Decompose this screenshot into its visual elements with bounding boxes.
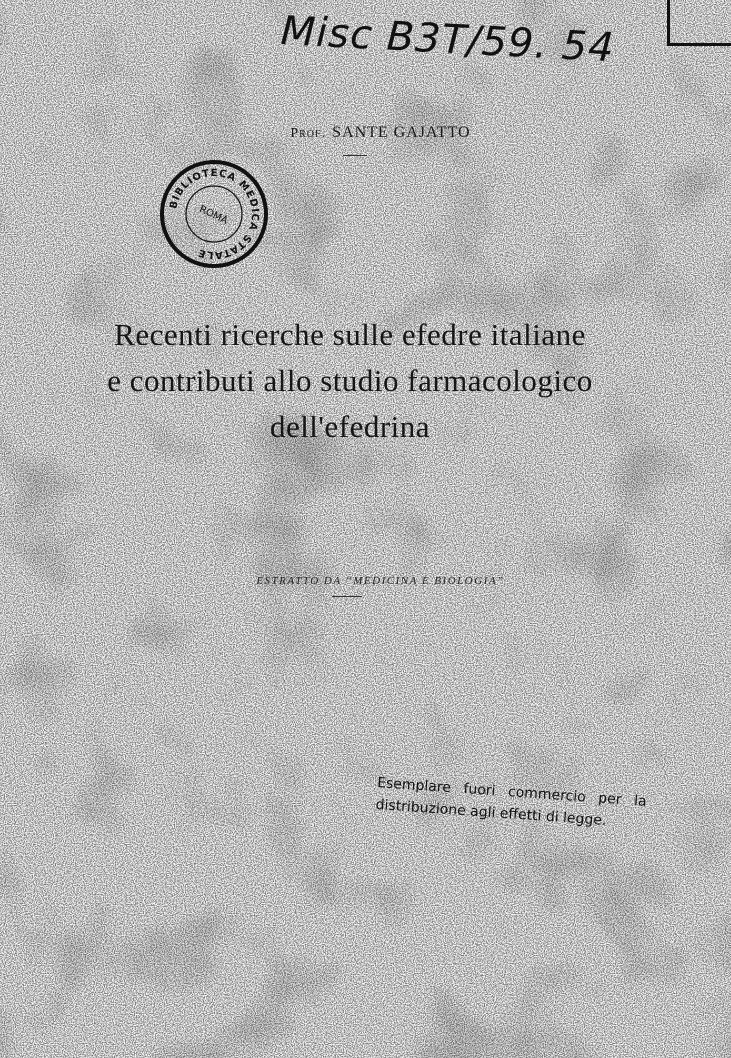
author-line	[0, 124, 731, 142]
svg-text:ROMA: ROMA	[197, 203, 230, 227]
library-stamp	[158, 158, 270, 270]
author-name: SANTE GAJATTO	[332, 124, 471, 141]
distribution-notice: Esemplare fuori commercio per la distribuzione agli effetti di legge.	[375, 774, 648, 830]
svg-text:BIBLIOTECA MEDICA STATALE: BIBLIOTECA MEDICA STATALE	[168, 167, 261, 261]
extract-rule	[332, 596, 362, 597]
title-line-3: dell'efedrina	[269, 409, 431, 444]
handwritten-shelfmark: Misc B3T/59. 54	[279, 8, 616, 72]
extract-line: ESTRATTO DA “MEDICINA E BIOLOGIA”	[256, 575, 505, 587]
corner-frame-mark	[667, 0, 731, 46]
author-prefix: Prof.	[290, 126, 327, 141]
document-title	[90, 312, 610, 450]
title-line-1: Recenti ricerche sulle efedre italiane	[114, 317, 586, 352]
author-rule	[343, 155, 367, 156]
title-line-2: e contributi allo studio farmacologico	[107, 363, 593, 398]
